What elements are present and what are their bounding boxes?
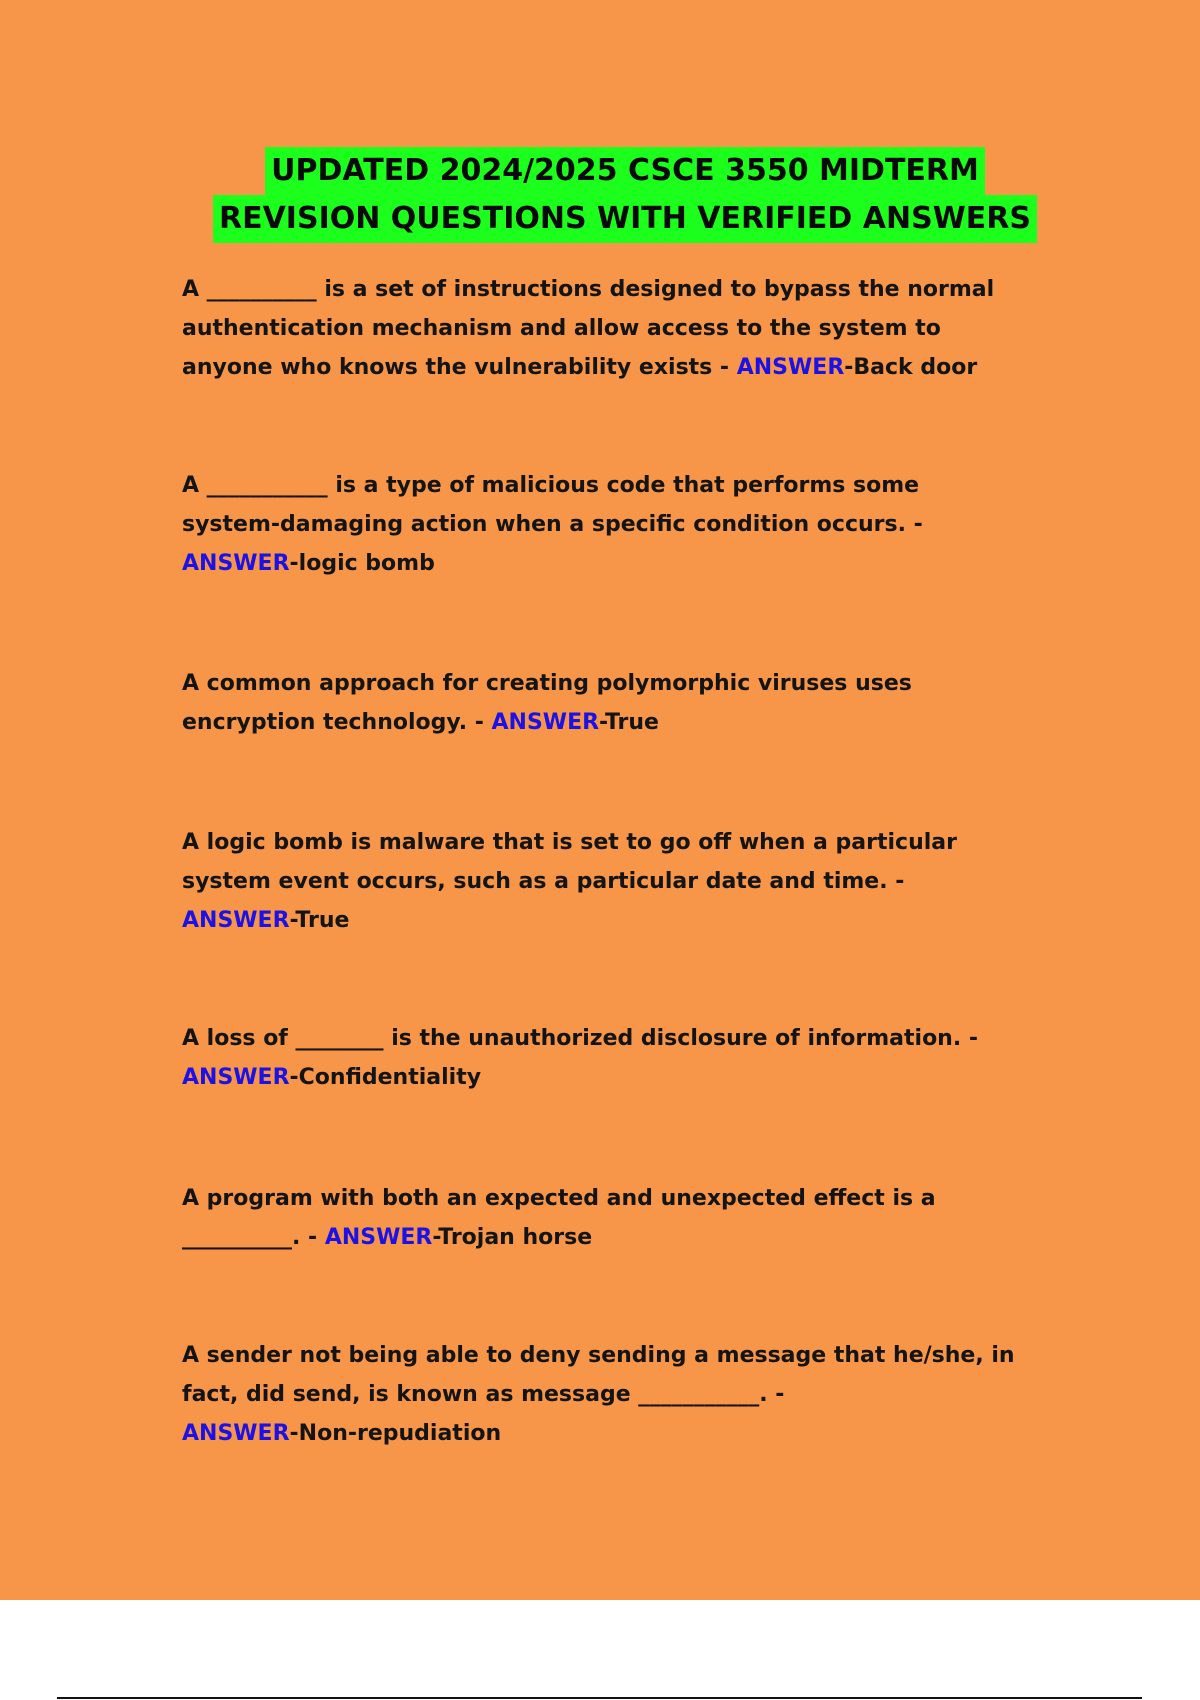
question-answer-line	[182, 1414, 1062, 1453]
question-text-line: __________. -	[182, 1225, 325, 1250]
answer-value: -Trojan horse	[432, 1225, 593, 1250]
answer-label: ANSWER	[182, 551, 290, 576]
answer-value: -True	[289, 908, 350, 933]
question-answer-line	[182, 1218, 1062, 1257]
question-item	[182, 466, 1062, 583]
document-title	[180, 147, 1070, 243]
answer-label: ANSWER	[491, 710, 600, 735]
answer-label: ANSWER	[182, 908, 290, 933]
question-text-line: fact, did send, is known as message ___________. -	[182, 1382, 785, 1407]
question-text-line: A sender not being able to deny sending a message that he/she, in	[182, 1343, 1015, 1368]
answer-value: -True	[599, 710, 659, 735]
answer-label: ANSWER	[182, 1421, 290, 1446]
question-answer-line	[182, 544, 1062, 583]
question-text-line: system-damaging action when a specific condition occurs. -	[182, 512, 923, 537]
answer-label: ANSWER	[736, 355, 845, 380]
question-item	[182, 270, 1062, 387]
question-answer-line	[182, 1058, 1062, 1097]
title-line-1: UPDATED 2024/2025 CSCE 3550 MIDTERM	[265, 147, 985, 195]
question-text-line: A common approach for creating polymorphic viruses uses	[182, 671, 912, 696]
page-divider	[57, 1697, 1142, 1699]
answer-value: -logic bomb	[289, 551, 435, 576]
answer-value: -Back door	[844, 355, 978, 380]
question-item	[182, 1019, 1062, 1097]
question-text-line: anyone who knows the vulnerability exists -	[182, 355, 737, 380]
question-text-line: A __________ is a set of instructions designed to bypass the normal	[182, 277, 995, 302]
question-item	[182, 1179, 1062, 1257]
question-item	[182, 1336, 1062, 1453]
answer-label: ANSWER	[182, 1065, 290, 1090]
answer-value: -Confidentiality	[289, 1065, 482, 1090]
question-answer-line	[182, 703, 1062, 742]
question-text-line: system event occurs, such as a particular date and time. -	[182, 869, 905, 894]
answer-label: ANSWER	[324, 1225, 433, 1250]
question-answer-line	[182, 348, 1062, 387]
question-text-line: encryption technology. -	[182, 710, 492, 735]
question-item	[182, 664, 1062, 742]
question-text-line: authentication mechanism and allow access to the system to	[182, 316, 941, 341]
question-answer-line	[182, 901, 1062, 940]
question-text-line: A program with both an expected and unexpected effect is a	[182, 1186, 936, 1211]
title-line-2: REVISION QUESTIONS WITH VERIFIED ANSWERS	[213, 195, 1037, 243]
question-text-line: A ___________ is a type of malicious code that performs some	[182, 473, 920, 498]
question-item	[182, 823, 1062, 940]
question-text-line: A logic bomb is malware that is set to go off when a particular	[182, 830, 957, 855]
question-text-line: A loss of ________ is the unauthorized disclosure of information. -	[182, 1026, 978, 1051]
answer-value: -Non-repudiation	[289, 1421, 502, 1446]
